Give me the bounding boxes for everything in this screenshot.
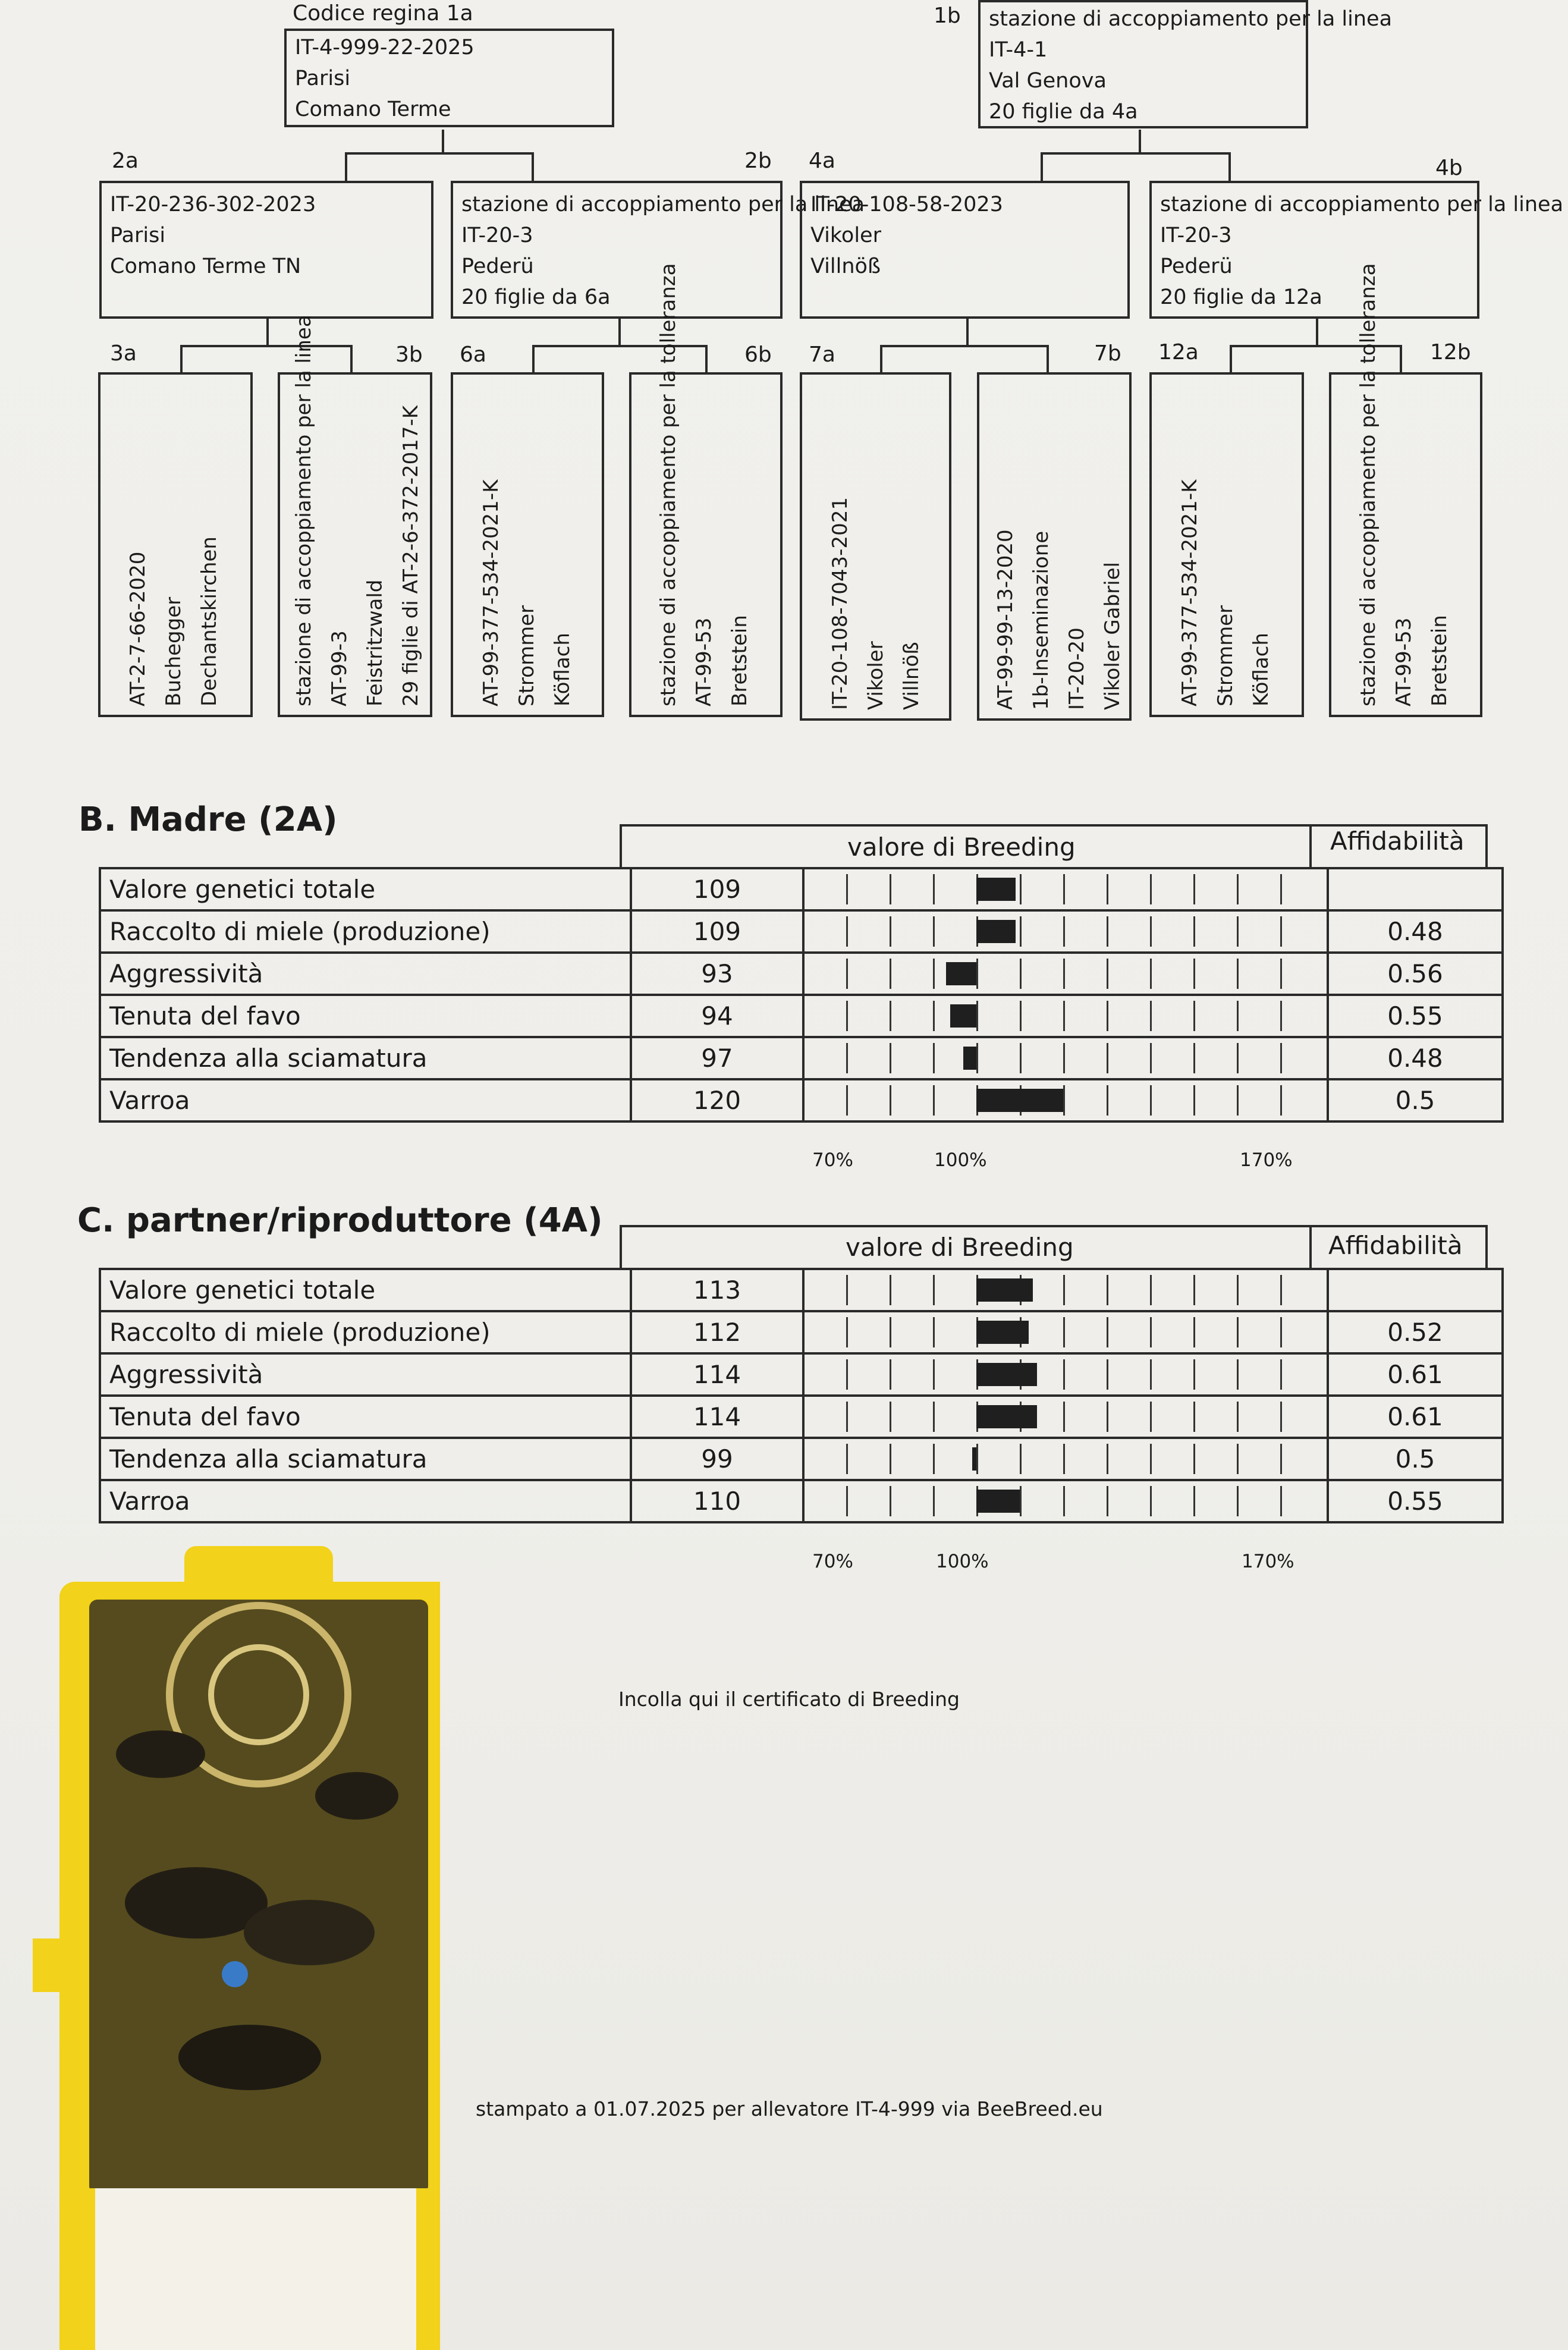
scale-tick	[1150, 1001, 1152, 1031]
scale-tick	[1063, 1043, 1065, 1073]
reliability-value: 0.61	[1328, 1353, 1503, 1396]
scale-tick	[1280, 1486, 1282, 1516]
scale-tick	[1150, 874, 1152, 904]
scale-tick	[1107, 1486, 1108, 1516]
section-c-title: C. partner/riproduttore (4A)	[77, 1201, 603, 1240]
scale-tick	[1063, 874, 1065, 904]
connector	[1139, 130, 1141, 153]
trait-row	[100, 1438, 1503, 1480]
breeding-value: 109	[631, 868, 803, 910]
queen-4a-box: IT-20-108-58-2023 Vikoler Villnöß	[800, 181, 1130, 319]
queen-3a-box: AT-2-7-66-2020 Buchegger Dechantskirchen	[98, 372, 253, 717]
queen-3b-box: stazione di accoppiamento per la linea AT-99-3 Feistritzwald 29 figlie di AT-2-6-372-2017-K	[278, 372, 432, 717]
queen-4b-box: stazione di accoppiamento per la linea IT-20-3 Pederü 20 figlie da 12a	[1149, 181, 1479, 319]
breeding-value: 93	[631, 953, 803, 995]
breeding-bar-cell	[803, 1269, 1328, 1311]
queen-6a-label: 6a	[460, 343, 486, 367]
reliability-value: 0.55	[1328, 1480, 1503, 1522]
breeding-bar-cell	[803, 1037, 1328, 1079]
trait-row	[100, 1311, 1503, 1353]
scale-tick	[933, 1402, 935, 1432]
section-c-axis-170: 170%	[1242, 1551, 1294, 1572]
scale-tick	[846, 1275, 848, 1305]
reliability-value: 0.48	[1328, 1037, 1503, 1079]
trait-name: Tendenza alla sciamatura	[100, 1037, 631, 1079]
breeding-bar	[976, 878, 1016, 901]
section-b-axis-170: 170%	[1240, 1149, 1293, 1171]
breeding-bar	[963, 1047, 976, 1070]
breeding-bar-cell	[803, 1396, 1328, 1438]
scale-tick	[1193, 1275, 1195, 1305]
queen-6b-label: 6b	[744, 343, 772, 367]
connector	[266, 319, 269, 347]
candy-compartment	[95, 2188, 422, 2350]
trait-name: Varroa	[100, 1480, 631, 1522]
trait-row	[100, 910, 1503, 953]
trait-name: Tenuta del favo	[100, 1396, 631, 1438]
scale-tick	[1193, 1001, 1195, 1031]
scale-tick	[1107, 916, 1108, 947]
connector	[1047, 345, 1049, 372]
scale-tick	[846, 916, 848, 947]
breeding-bar	[976, 1321, 1029, 1344]
trait-name: Aggressività	[100, 953, 631, 995]
section-c-axis-100: 100%	[936, 1551, 989, 1572]
scale-tick	[1107, 1043, 1108, 1073]
queen-12b-box: stazione di accoppiamento per la tolleranza AT-99-53 Bretstein	[1329, 372, 1482, 717]
breeding-bar-cell	[803, 1311, 1328, 1353]
breeding-value: 99	[631, 1438, 803, 1480]
queen-2b-box: stazione di accoppiamento per la linea IT-20-3 Pederü 20 figlie da 6a	[451, 181, 783, 319]
scale-tick	[846, 874, 848, 904]
queen-6b-box: stazione di accoppiamento per la tolleranza AT-99-53 Bretstein	[629, 372, 783, 717]
trait-row	[100, 868, 1503, 910]
section-b-table	[99, 867, 1504, 1123]
scale-tick	[1193, 874, 1195, 904]
connector	[880, 345, 882, 372]
scale-tick	[933, 1359, 935, 1390]
scale-tick	[890, 959, 891, 989]
scale-tick	[1280, 916, 1282, 947]
scale-tick	[1150, 1275, 1152, 1305]
breeding-bar	[976, 1278, 1033, 1302]
queen-2a-label: 2a	[112, 149, 139, 173]
queen-1b-box: stazione di accoppiamento per la linea IT-4-1 Val Genova 20 figlie da 4a	[978, 0, 1308, 128]
section-c-reliability-header: Affidabilità	[1328, 1231, 1463, 1260]
breeding-value: 110	[631, 1480, 803, 1522]
scale-tick	[846, 1001, 848, 1031]
connector	[1041, 152, 1043, 181]
scale-tick	[890, 1085, 891, 1116]
scale-tick	[1150, 1444, 1152, 1474]
reliability-value: 0.55	[1328, 995, 1503, 1037]
scale-tick	[846, 1444, 848, 1474]
scale-tick	[1237, 1486, 1239, 1516]
reliability-value: 0.61	[1328, 1396, 1503, 1438]
scale-tick	[1193, 1486, 1195, 1516]
connector	[345, 152, 347, 181]
breeding-bar	[950, 1004, 976, 1028]
reliability-value	[1328, 1269, 1503, 1311]
scale-tick	[1150, 1085, 1152, 1116]
scale-tick	[1107, 874, 1108, 904]
queen-3b-label: 3b	[395, 343, 423, 367]
scale-tick	[1020, 874, 1022, 904]
connector	[180, 345, 183, 372]
scale-tick	[933, 1275, 935, 1305]
queen-12a-box: AT-99-377-534-2021-K Strommer Köflach	[1149, 372, 1304, 717]
scale-tick	[1150, 1043, 1152, 1073]
breeding-bar-cell	[803, 995, 1328, 1037]
scale-tick	[1107, 1444, 1108, 1474]
breeding-value: 114	[631, 1396, 803, 1438]
section-b-breeding-header: valore di Breeding	[847, 832, 1076, 862]
scale-tick	[1063, 916, 1065, 947]
scale-tick	[890, 1486, 891, 1516]
scale-tick	[1280, 1275, 1282, 1305]
reliability-value: 0.56	[1328, 953, 1503, 995]
trait-name: Aggressività	[100, 1353, 631, 1396]
scale-tick	[1020, 1486, 1022, 1516]
trait-name: Tendenza alla sciamatura	[100, 1438, 631, 1480]
breeding-bar	[976, 920, 1016, 943]
trait-name: Valore genetici totale	[100, 1269, 631, 1311]
trait-name: Raccolto di miele (produzione)	[100, 910, 631, 953]
queen-4b-label: 4b	[1435, 156, 1463, 180]
scale-tick	[846, 1085, 848, 1116]
breeding-value: 114	[631, 1353, 803, 1396]
scale-tick	[890, 1043, 891, 1073]
trait-name: Valore genetici totale	[100, 868, 631, 910]
section-c-table	[99, 1268, 1504, 1523]
breeding-bar	[976, 1490, 1020, 1513]
scale-tick	[976, 1043, 978, 1073]
scale-tick	[1280, 959, 1282, 989]
breeding-value: 120	[631, 1079, 803, 1121]
scale-tick	[1020, 1444, 1022, 1474]
scale-tick	[1107, 1275, 1108, 1305]
reliability-value: 0.5	[1328, 1438, 1503, 1480]
bee	[116, 1730, 205, 1778]
scale-tick	[976, 959, 978, 989]
trait-row	[100, 1480, 1503, 1522]
connector	[532, 152, 534, 181]
breeding-bar	[946, 962, 976, 985]
reliability-value: 0.48	[1328, 910, 1503, 953]
footer-print-note: stampato a 01.07.2025 per allevatore IT-4-999 via BeeBreed.eu	[476, 2097, 1103, 2120]
queen-1a-box: IT-4-999-22-2025 Parisi Comano Terme	[284, 29, 614, 127]
queen-7b-box: AT-99-99-13-2020 1b-Inseminazione IT-20-20 Vikoler Gabriel	[977, 372, 1132, 721]
scale-tick	[1150, 1317, 1152, 1347]
scale-tick	[933, 1486, 935, 1516]
bee	[178, 2025, 321, 2090]
scale-tick	[1237, 1043, 1239, 1073]
queen-4a-label: 4a	[809, 149, 835, 173]
scale-tick	[1150, 1359, 1152, 1390]
scale-tick	[890, 1359, 891, 1390]
breeding-bar	[972, 1447, 976, 1471]
scale-tick	[1237, 1085, 1239, 1116]
section-b-title: B. Madre (2A)	[78, 800, 338, 839]
scale-tick	[846, 1402, 848, 1432]
scale-tick	[933, 1085, 935, 1116]
queen-3a-label: 3a	[110, 341, 137, 366]
scale-tick	[1237, 1275, 1239, 1305]
connector	[345, 152, 534, 155]
scale-tick	[933, 1444, 935, 1474]
scale-tick	[933, 874, 935, 904]
scale-tick	[1280, 1043, 1282, 1073]
scale-tick	[846, 1043, 848, 1073]
reliability-value: 0.5	[1328, 1079, 1503, 1121]
queen-1b-label: 1b	[934, 4, 961, 28]
queen-7a-box: IT-20-108-7043-2021 Vikoler Villnöß	[800, 372, 951, 721]
connector	[532, 345, 535, 372]
scale-tick	[1020, 916, 1022, 947]
scale-tick	[1063, 1486, 1065, 1516]
scale-tick	[1280, 1001, 1282, 1031]
scale-tick	[846, 959, 848, 989]
breeding-value: 109	[631, 910, 803, 953]
breeding-bar	[976, 1363, 1037, 1386]
scale-tick	[1237, 959, 1239, 989]
scale-tick	[933, 916, 935, 947]
scale-tick	[1063, 1444, 1065, 1474]
scale-tick	[890, 1275, 891, 1305]
connector	[880, 345, 1049, 347]
scale-tick	[1237, 874, 1239, 904]
reliability-value: 0.52	[1328, 1311, 1503, 1353]
scale-tick	[1237, 916, 1239, 947]
breeding-value: 97	[631, 1037, 803, 1079]
scale-tick	[1280, 1444, 1282, 1474]
scale-tick	[1020, 1043, 1022, 1073]
trait-row	[100, 1353, 1503, 1396]
scale-tick	[1237, 1001, 1239, 1031]
queen-12b-label: 12b	[1430, 340, 1471, 365]
bee	[315, 1772, 398, 1820]
scale-tick	[1150, 959, 1152, 989]
trait-row	[100, 1037, 1503, 1079]
scale-tick	[1063, 1317, 1065, 1347]
scale-tick	[1193, 959, 1195, 989]
scale-tick	[846, 1486, 848, 1516]
trait-name: Raccolto di miele (produzione)	[100, 1311, 631, 1353]
scale-tick	[976, 1444, 978, 1474]
trait-row	[100, 1079, 1503, 1121]
queen-6a-box: AT-99-377-534-2021-K Strommer Köflach	[451, 372, 604, 717]
scale-tick	[1063, 1359, 1065, 1390]
breeding-bar-cell	[803, 1438, 1328, 1480]
scale-tick	[933, 1043, 935, 1073]
scale-tick	[890, 916, 891, 947]
scale-tick	[1193, 1043, 1195, 1073]
section-c-breeding-header: valore di Breeding	[846, 1233, 1074, 1262]
scale-tick	[890, 1444, 891, 1474]
scale-tick	[1193, 1085, 1195, 1116]
scale-tick	[1150, 1486, 1152, 1516]
scale-tick	[1237, 1402, 1239, 1432]
scale-tick	[933, 1001, 935, 1031]
trait-row	[100, 1396, 1503, 1438]
breeding-bar-cell	[803, 1480, 1328, 1522]
scale-tick	[1063, 1402, 1065, 1432]
scale-tick	[1280, 1402, 1282, 1432]
breeding-bar-cell	[803, 953, 1328, 995]
scale-tick	[1063, 1275, 1065, 1305]
trait-row	[100, 953, 1503, 995]
scale-tick	[1107, 959, 1108, 989]
queen-7a-label: 7a	[809, 343, 835, 367]
scale-tick	[846, 1317, 848, 1347]
scale-tick	[846, 1359, 848, 1390]
scale-tick	[1150, 1402, 1152, 1432]
breeding-value: 113	[631, 1269, 803, 1311]
scale-tick	[1237, 1317, 1239, 1347]
scale-tick	[933, 959, 935, 989]
breeding-bar-cell	[803, 1079, 1328, 1121]
connector	[966, 319, 969, 347]
breeding-bar-cell	[803, 1353, 1328, 1396]
section-b-axis-100: 100%	[934, 1149, 987, 1171]
scale-tick	[1020, 1001, 1022, 1031]
breeding-value: 94	[631, 995, 803, 1037]
trait-row	[100, 1269, 1503, 1311]
scale-tick	[890, 1402, 891, 1432]
section-c-axis-70: 70%	[812, 1551, 853, 1572]
connector	[1230, 345, 1232, 372]
scale-tick	[1193, 916, 1195, 947]
scale-tick	[1107, 1085, 1108, 1116]
scale-tick	[1150, 916, 1152, 947]
trait-row	[100, 995, 1503, 1037]
scale-tick	[933, 1317, 935, 1347]
scale-tick	[1280, 1359, 1282, 1390]
scale-tick	[1280, 874, 1282, 904]
scale-tick	[1193, 1317, 1195, 1347]
scale-tick	[1063, 959, 1065, 989]
queen-cage-photo	[24, 1546, 440, 2350]
scale-tick	[1107, 1317, 1108, 1347]
scale-tick	[1280, 1317, 1282, 1347]
scale-tick	[976, 1001, 978, 1031]
scale-tick	[1193, 1444, 1195, 1474]
section-b-reliability-header: Affidabilità	[1330, 827, 1465, 856]
scale-tick	[1237, 1359, 1239, 1390]
bee	[244, 1900, 375, 1965]
scale-tick	[1063, 1001, 1065, 1031]
queen-2a-box: IT-20-236-302-2023 Parisi Comano Terme TN	[99, 181, 433, 319]
certificate-note: Incolla qui il certificato di Breeding	[618, 1688, 960, 1711]
scale-tick	[1107, 1001, 1108, 1031]
trait-name: Varroa	[100, 1079, 631, 1121]
scale-tick	[1193, 1359, 1195, 1390]
connector	[618, 319, 621, 347]
connector	[1228, 152, 1231, 181]
connector	[442, 130, 444, 155]
queen-1a-label: Codice regina 1a	[293, 1, 473, 26]
cage-side-clip	[434, 1939, 440, 1992]
cage-side-clip	[33, 1939, 80, 1992]
breeding-bar	[976, 1405, 1037, 1428]
scale-tick	[1193, 1402, 1195, 1432]
connector	[1316, 319, 1318, 347]
scale-tick	[1107, 1402, 1108, 1432]
breeding-bar-cell	[803, 910, 1328, 953]
trait-name: Tenuta del favo	[100, 995, 631, 1037]
scale-tick	[890, 1001, 891, 1031]
queen-12a-label: 12a	[1158, 340, 1199, 365]
reliability-value	[1328, 868, 1503, 910]
scale-tick	[890, 874, 891, 904]
breeding-bar-cell	[803, 868, 1328, 910]
scale-tick	[1237, 1444, 1239, 1474]
section-b-axis-70: 70%	[812, 1149, 853, 1171]
breeding-value: 112	[631, 1311, 803, 1353]
connector	[1041, 152, 1231, 155]
queen-2b-label: 2b	[744, 149, 772, 173]
scale-tick	[1107, 1359, 1108, 1390]
scale-tick	[1280, 1085, 1282, 1116]
queen-7b-label: 7b	[1094, 341, 1121, 366]
scale-tick	[890, 1317, 891, 1347]
scale-tick	[1020, 959, 1022, 989]
queen-mark-dot	[222, 1961, 248, 1987]
scale-tick	[1063, 1085, 1065, 1116]
breeding-bar	[976, 1089, 1063, 1112]
